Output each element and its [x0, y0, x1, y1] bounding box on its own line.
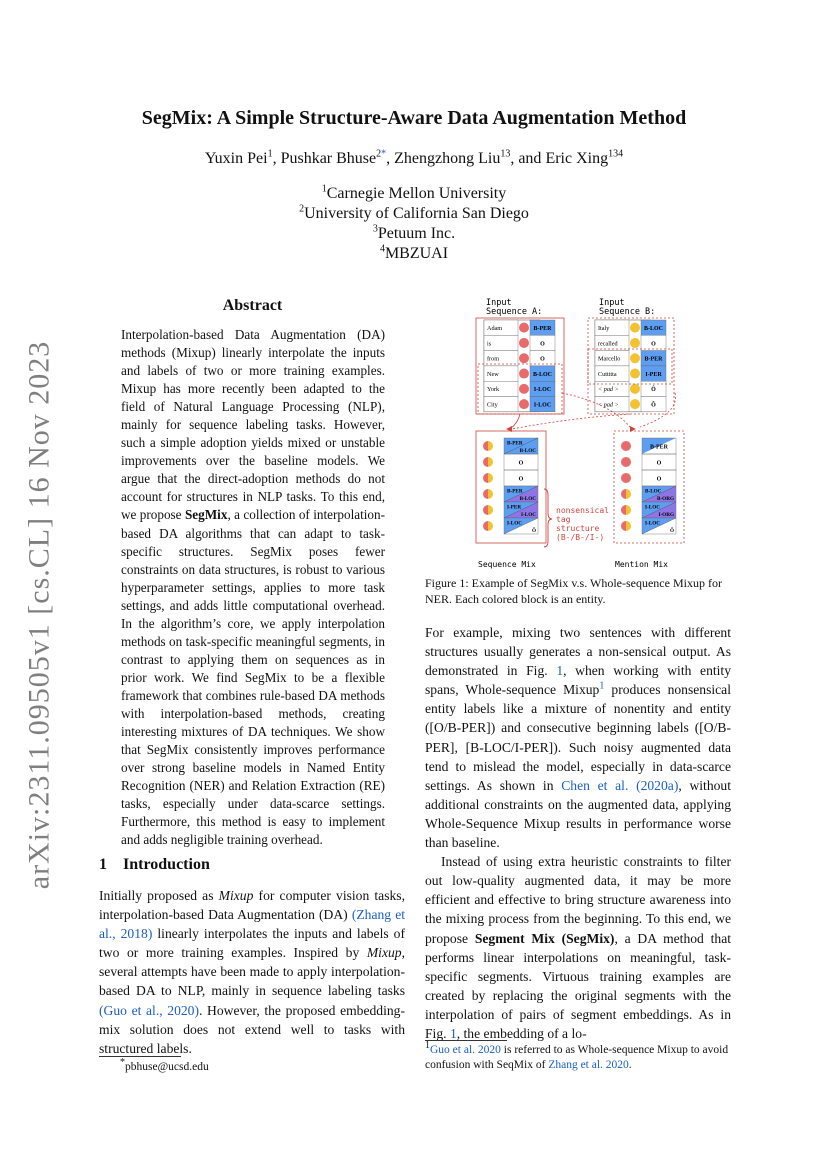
seq-a-dot — [519, 369, 529, 379]
paragraph: Instead of using extra heuristic constraints to filter out low-quality augmented data, it may be more efficient and effective to bring structure awareness into the mixing process from the beginning. To this end, we propose Segment Mix (SegMix), a DA method that performs linear interpolations on meaningful, task-specific segments. Virtuous training examples are created by replacing the original segments with the interpolation of pairs of segment embeddings. As in Fig. 1, the embedding of a lo- — [425, 854, 732, 1041]
seq-b-dot — [630, 384, 640, 394]
seq-mix-tag: Ô — [531, 528, 536, 534]
figure-link[interactable]: 1 — [556, 663, 564, 679]
footnote-1: $^1$Guo et al. 2020 is referred to as Whole-sequence Mixup to avoid confusion with SeqMix of Zhang et al. 2020. — [425, 1040, 729, 1071]
seq-a-token: Adam — [487, 325, 503, 332]
seq-mix-tag: B-PER — [507, 488, 523, 495]
seq-mix-dot-half — [483, 457, 488, 467]
paper-title: SegMix: A Simple Structure-Aware Data Augmentation Method — [141, 107, 687, 129]
annotation-text: nonsensical — [556, 506, 609, 515]
footnote-rule — [425, 1040, 507, 1041]
seq-a-token: from — [487, 355, 500, 363]
citation-link[interactable]: (Guo et al., 2020) — [99, 1002, 199, 1018]
seq-b-title: Input — [599, 298, 625, 308]
mention-mix-tag: B-LOC — [645, 488, 662, 495]
seq-a-token: York — [487, 386, 500, 394]
right-column-text — [425, 623, 731, 1043]
mention-mix-dot-half — [626, 489, 631, 499]
mention-mix-tag: I-LOC — [645, 520, 660, 527]
citation-link[interactable]: Guo et al. 2020 — [430, 1044, 501, 1056]
seq-b-dot — [630, 399, 640, 409]
author-name: Eric Xing — [545, 150, 609, 167]
citation-link[interactable]: (Zhang et al., 2018) — [99, 907, 406, 942]
seq-a-tag: B-LOC — [532, 371, 553, 378]
author-affiliation-marker: 134 — [608, 148, 624, 160]
seq-mix-tag: I-PER — [507, 504, 522, 511]
seq-a-token: City — [487, 401, 498, 409]
citation-link[interactable]: Zhang et al. 2020 — [548, 1059, 629, 1071]
mention-mix-dot-half — [626, 521, 631, 531]
seq-a-dot — [519, 323, 529, 333]
seq-mix-dot-half — [488, 489, 493, 499]
author-name: Zhengzhong Liu — [394, 150, 501, 167]
annotation-text: (B-/B-/I-) — [556, 533, 605, 542]
seq-a-token: is — [487, 340, 492, 348]
mention-mix-tag: I-LOC — [645, 504, 660, 511]
seq-mix-tag: O — [518, 476, 524, 483]
seq-mix-dot-half — [483, 473, 488, 483]
seq-mix-label: Sequence Mix — [478, 560, 536, 569]
mention-mix-dot-half — [626, 505, 631, 515]
affiliation-list — [0, 184, 828, 264]
seq-b-token: Italy — [598, 325, 610, 332]
seq-mix-dot-half — [488, 505, 493, 515]
mention-mix-dot-half — [621, 521, 626, 531]
mention-mix-tag: B-ORG — [656, 496, 674, 502]
arrow-line — [512, 414, 630, 429]
footnote-email: *pbhuse@ucsd.edu — [120, 1057, 209, 1073]
seq-a-tag: I-LOC — [533, 402, 552, 409]
seq-a-tag: I-LOC — [533, 387, 552, 394]
mention-mix-tag: O — [656, 476, 662, 483]
citation-link[interactable]: Chen et al. (2020a) — [561, 777, 679, 793]
seq-b-token: < pad > — [598, 401, 619, 409]
author-affiliation-marker: 2* — [376, 148, 387, 160]
seq-a-tag: O — [540, 341, 545, 348]
seq-b-tag: B-LOC — [643, 326, 664, 332]
section-heading-introduction: 1 Introduction — [99, 856, 210, 873]
mention-mix-label: Mention Mix — [615, 560, 668, 569]
seq-a-token: New — [487, 370, 499, 378]
seq-mix-tag: I-LOC — [521, 512, 536, 518]
author-affiliation-marker: 13 — [500, 148, 511, 160]
seq-mix-dot-half — [483, 505, 488, 515]
paragraph: For example, mixing two sentences with different structures usually generates a non-sensical output. As demonstrated in Fig. 1, when working with entity spans, Whole-sequence Mixup$^1$ produces nonsensical entity labels like a mixture of nonentity and entity ([O/B-PER]) and consecutive beginning labels ([O/B-PER], [B-LOC/I-PER]). Such noisy augmented data tend to mislead the model, especially in data-scarce settings. As shown in Chen et al. (2020a), without additional constraints on the augmented data, applying Whole-Sequence Mixup results in performance worse than baseline. — [425, 625, 731, 851]
mention-mix-dot — [621, 473, 631, 483]
seq-a-title: Sequence A: — [486, 307, 543, 317]
seq-a-dot — [519, 399, 529, 409]
seq-mix-tag: I-LOC — [507, 520, 522, 527]
seq-mix-dot-half — [483, 521, 488, 531]
intro-paragraph: Initially proposed as Mixup for computer vision tasks, interpolation-based Data Augmentation (DA) (Zhang et al., 2018) linearly interpolates the inputs and labels of two or more training examples. Inspired by Mixup, several attempts have been made to apply interpolation-based DA to NLP, mainly in sequence labeling tasks (Guo et al., 2020). However, the proposed embedding-mix solution does not extend well to tasks with structured labels. — [99, 888, 406, 1056]
seq-mix-dot-half — [483, 441, 488, 451]
figure-1 — [470, 293, 730, 573]
seq-b-tag: Ô — [651, 402, 656, 409]
seq-mix-dot-half — [483, 489, 488, 499]
seq-mix-tag: B-LOC — [519, 496, 536, 502]
seq-b-dot — [630, 353, 640, 363]
affiliation: $^2$University of California San Diego — [299, 203, 529, 222]
seq-mix-dot-half — [488, 441, 493, 451]
seq-a-dot — [519, 353, 529, 363]
seq-b-token: Marcello — [598, 355, 621, 363]
arxiv-stamp: arXiv:2311.09505v1 [cs.CL] 16 Nov 2023 — [22, 340, 55, 890]
seq-b-tag: I-PER — [645, 371, 662, 378]
seq-mix-tag: B-PER — [507, 440, 523, 447]
footnote-marker[interactable]: 1 — [599, 680, 605, 692]
mention-mix-dot — [621, 457, 631, 467]
seq-b-tag: B-PER — [644, 356, 663, 363]
author-name: Pushkar Bhuse — [280, 150, 377, 167]
seq-b-dot — [630, 369, 640, 379]
seq-b-tag: O — [651, 341, 656, 348]
annotation-text: tag — [556, 515, 571, 524]
seq-mix-dot-half — [488, 457, 493, 467]
affiliation: $^1$Carnegie Mellon University — [321, 183, 507, 202]
mention-mix-tag: O — [656, 460, 662, 467]
seq-a-dot — [519, 338, 529, 348]
seq-b-tag: Ô — [651, 387, 656, 394]
seq-mix-tag: O — [518, 460, 524, 467]
seq-mix-tag: B-LOC — [519, 448, 536, 454]
seq-a-tag: O — [540, 356, 545, 363]
seq-a-tag: B-PER — [533, 326, 552, 332]
seq-b-dot — [630, 338, 640, 348]
author-list: Yuxin Pei$^1$, Pushkar Bhuse$^{2*}$, Zhengzhong Liu$^{13}$, and Eric Xing$^{134}$ — [204, 148, 624, 167]
abstract-text: Interpolation-based Data Augmentation (DA) methods (Mixup) linearly interpolate the inputs and labels of two or more training examples. Mixup has more recently been adapted to the field of Natural Language Processing (NLP), mainly for sequence labeling tasks. However, such a simple adoption yields mixed or unstable improvements over the baseline models. We argue that the direct-adoption methods do not account for structures in NLP tasks. To this end, we propose SegMix, a collection of interpolation-based DA algorithms that can adapt to task-specific structures. SegMix poses fewer constraints on data structures, is robust to various hyperparameter settings, applies to more task settings, and adds little computational overhead. In the algorithm’s core, we apply interpolation methods on task-specific meaningful segments, in contrast to applying them on sequences as in prior work. We find SegMix to be a flexible framework that combines rule-based DA methods with interpolation-based methods, creating interesting mixtures of DA techniques. We show that SegMix consistently improves performance over strong baseline models in Named Entity Recognition (NER) and Relation Extraction (RE) tasks, especially under data-scarce settings. Furthermore, this method is easy to implement and adds negligible training overhead. — [121, 327, 385, 848]
mention-mix-tag: Ô — [669, 528, 674, 534]
seq-a-title: Input — [486, 298, 512, 308]
seq-b-token: < pad > — [598, 386, 619, 394]
author-affiliation-marker: 1 — [267, 148, 273, 160]
footnote-rule — [99, 1056, 181, 1057]
figure-caption: Figure 1: Example of SegMix v.s. Whole-sequence Mixup for NER. Each colored block is an entity. — [425, 576, 722, 606]
seq-b-dot — [630, 323, 640, 333]
seq-mix-dot-half — [488, 521, 493, 531]
mention-mix-dot — [621, 441, 631, 451]
figure-link[interactable]: 1 — [449, 1025, 457, 1041]
mention-mix-dot-half — [621, 505, 626, 515]
annotation-brace — [544, 489, 552, 547]
seq-b-token: recalled — [598, 340, 618, 348]
affiliation: $^3$Petuum Inc. — [372, 223, 456, 242]
seq-b-token: Cuttitta — [598, 370, 617, 378]
mention-mix-tag: I-ORG — [658, 512, 674, 518]
mention-mix-tag: B-PER — [650, 444, 668, 451]
affiliation: $^4$MBZUAI — [379, 243, 449, 262]
abstract-heading: Abstract — [222, 297, 283, 314]
author-name: Yuxin Pei — [204, 150, 268, 167]
seq-a-dot — [519, 384, 529, 394]
mention-mix-dot-half — [621, 489, 626, 499]
seq-b-title: Sequence B: — [599, 307, 656, 317]
seq-mix-dot-half — [488, 473, 493, 483]
annotation-text: structure — [556, 524, 600, 533]
